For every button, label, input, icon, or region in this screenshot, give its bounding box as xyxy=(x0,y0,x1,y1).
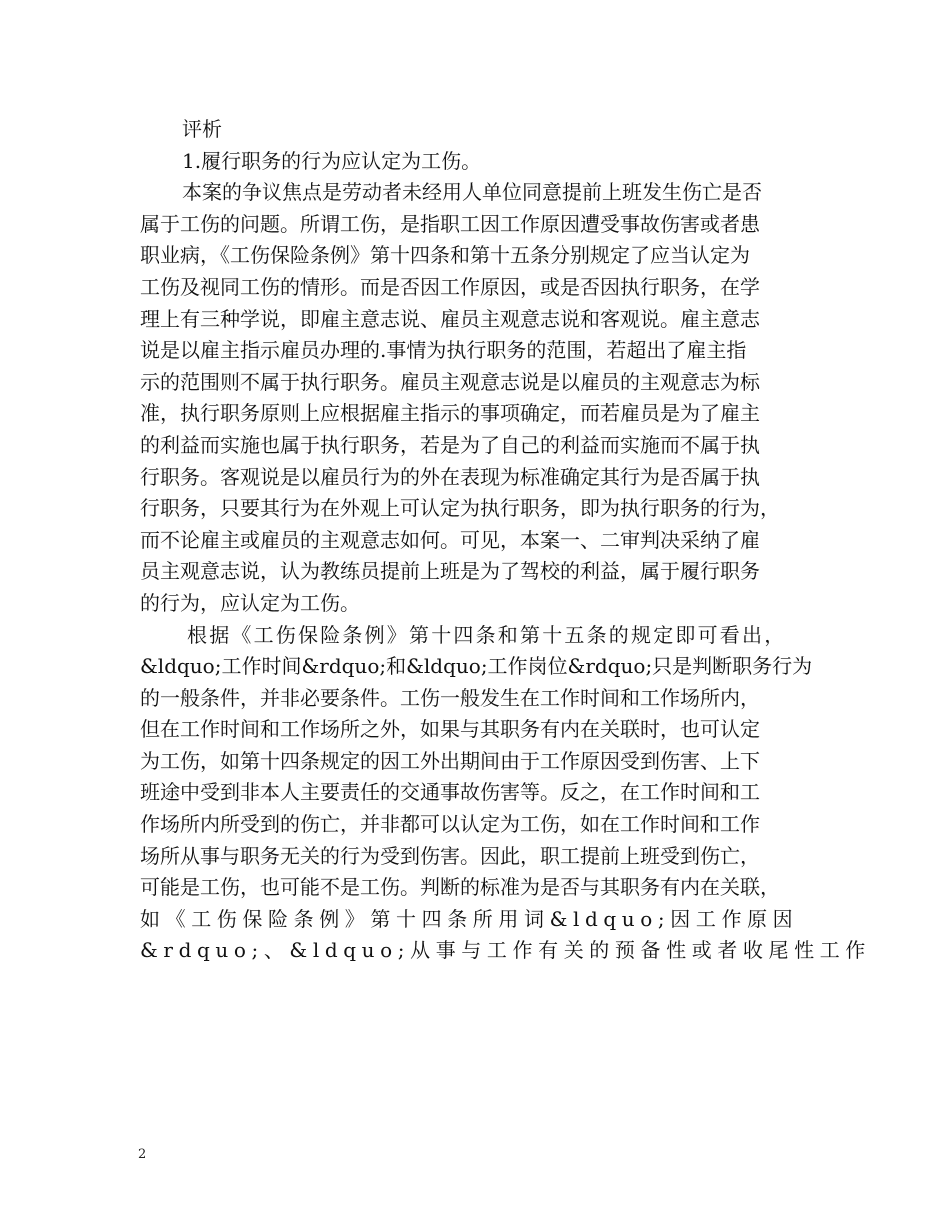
paragraph-line: 行职务。客观说是以雇员行为的外在表现为标准确定其行为是否属于执 xyxy=(140,464,760,489)
paragraph-line: 职业病，《工伤保险条例》第十四条和第十五条分别规定了应当认定为 xyxy=(140,243,750,268)
paragraph-line: 而不论雇主或雇员的主观意志如何。可见，本案一、二审判决采纳了雇 xyxy=(140,527,760,552)
paragraph-line: &ldquo;工作时间&rdquo;和&ldquo;工作岗位&rdquo;只是判断职务行为 xyxy=(140,654,813,679)
paragraph-line: 的行为，应认定为工伤。 xyxy=(140,590,360,615)
paragraph-line: 准，执行职务原则上应根据雇主指示的事项确定，而若雇员是为了雇主 xyxy=(140,401,760,426)
paragraph-line: 员主观意志说，认为教练员提前上班是为了驾校的利益，属于履行职务 xyxy=(140,559,760,584)
body-text xyxy=(140,114,871,967)
page-number: 2 xyxy=(138,1147,147,1162)
subheading: 1.履行职务的行为应认定为工伤。 xyxy=(182,148,482,173)
section-heading: 评析 xyxy=(182,117,222,141)
paragraph-line: 场所从事与职务无关的行为受到伤害。因此，职工提前上班受到伤亡， xyxy=(140,843,760,868)
paragraph-line: 作场所内所受到的伤亡，并非都可以认定为工伤，如在工作时间和工作 xyxy=(140,812,760,837)
paragraph-line: 理上有三种学说，即雇主意志说、雇员主观意志说和客观说。雇主意志 xyxy=(140,306,760,331)
paragraph-line: 可能是工伤，也可能不是工伤。判断的标准为是否与其职务有内在关联， xyxy=(140,875,780,900)
paragraph-line: 说是以雇主指示雇员办理的.事情为执行职务的范围，若超出了雇主指 xyxy=(140,338,747,363)
paragraph-line: 根据《工伤保险条例》第十四条和第十五条的规定即可看出， xyxy=(187,622,787,647)
paragraph-line: 的一般条件，并非必要条件。工伤一般发生在工作时间和工作场所内， xyxy=(140,685,760,710)
paragraph-line: 示的范围则不属于执行职务。雇员主观意志说是以雇员的主观意志为标 xyxy=(140,369,760,394)
paragraph-line: 的利益而实施也属于执行职务，若是为了自己的利益而实施而不属于执 xyxy=(140,432,760,457)
paragraph-line: 但在工作时间和工作场所之外，如果与其职务有内在关联时，也可认定 xyxy=(140,717,760,742)
paragraph-line: 为工伤，如第十四条规定的因工外出期间由于工作原因受到伤害、上下 xyxy=(140,748,760,773)
paragraph-line: 工伤及视同工伤的情形。而是否因工作原因，或是否因执行职务，在学 xyxy=(140,274,760,299)
paragraph-line: 如《工伤保险条例》第十四条所用词&ldquo;因工作原因 xyxy=(140,906,799,931)
paragraph-line: 属于工伤的问题。所谓工伤，是指职工因工作原因遭受事故伤害或者患 xyxy=(140,211,760,236)
paragraph-line: 行职务，只要其行为在外观上可认定为执行职务，即为执行职务的行为， xyxy=(140,496,780,521)
paragraph-line: &rdquo;、&ldquo;从事与工作有关的预备性或者收尾性工作 xyxy=(140,938,871,963)
paragraph-line: 本案的争议焦点是劳动者未经用人单位同意提前上班发生伤亡是否 xyxy=(182,180,762,205)
paragraph-line: 班途中受到非本人主要责任的交通事故伤害等。反之，在工作时间和工 xyxy=(140,780,760,805)
